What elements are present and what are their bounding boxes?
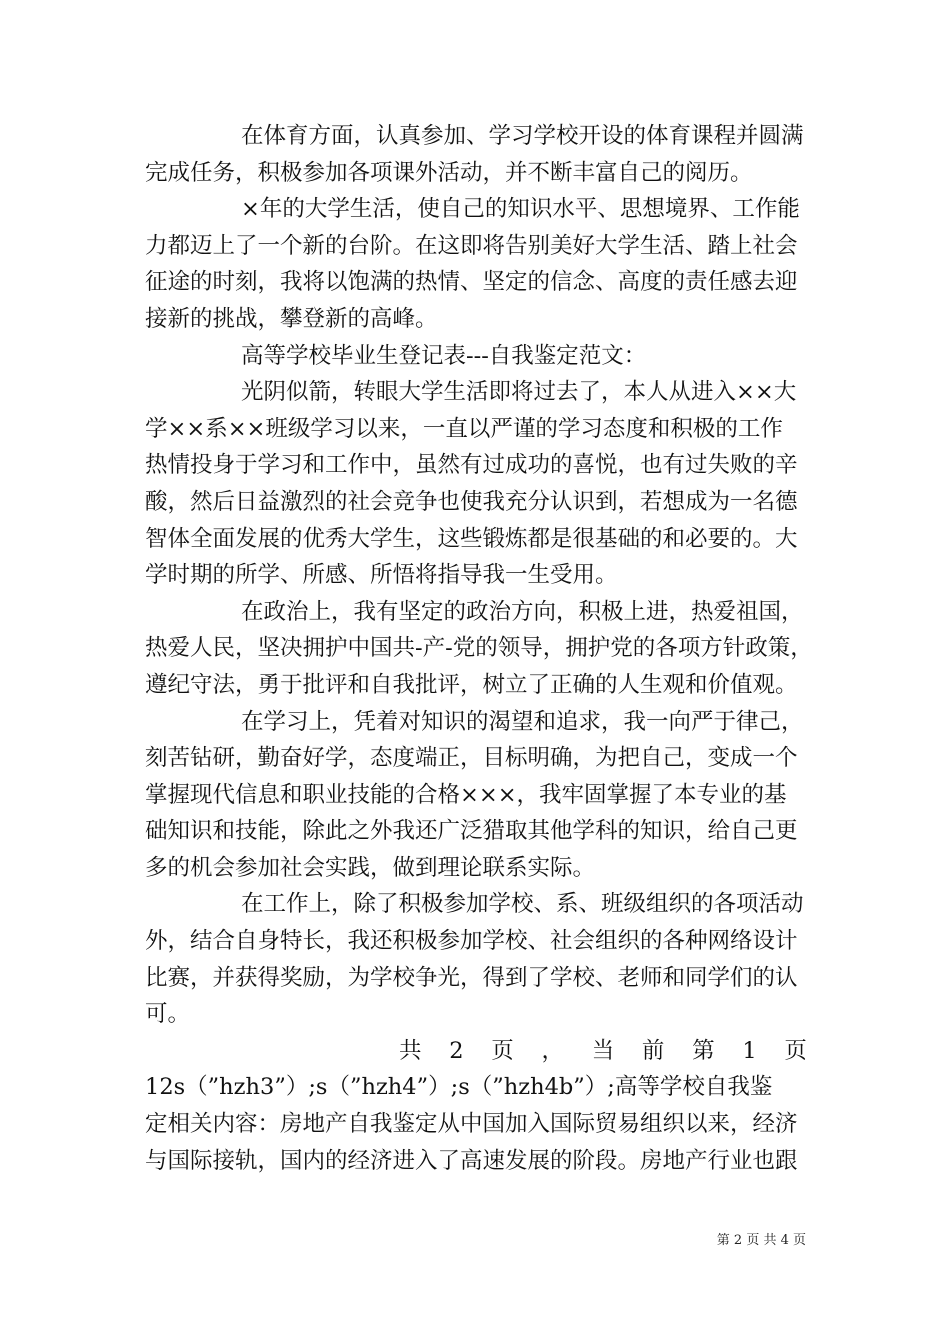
page-counter-token: 第 bbox=[692, 1037, 715, 1064]
text-line: 学××系××班级学习以来，一直以严谨的学习态度和积极的工作 bbox=[145, 415, 783, 442]
text-line: 光阴似箭，转眼大学生活即将过去了，本人从进入××大 bbox=[241, 379, 797, 406]
paragraph-intro bbox=[145, 374, 807, 594]
text-line: 础知识和技能，除此之外我还广泛猎取其他学科的知识，给自己更 bbox=[145, 818, 798, 845]
text-line: 酸，然后日益激烈的社会竞争也使我充分认识到，若想成为一名德 bbox=[145, 488, 798, 515]
page-counter-line bbox=[145, 1033, 807, 1070]
text-line: 完成任务，积极参加各项课外活动，并不断丰富自己的阅历。 bbox=[145, 159, 753, 186]
page-counter-token: 页 bbox=[784, 1037, 807, 1064]
page-counter-token: 当 bbox=[591, 1037, 615, 1064]
text-line: 与国际接轨，国内的经济进入了高速发展的阶段。房地产行业也跟 bbox=[145, 1147, 798, 1174]
page-counter-token: 2 bbox=[449, 1037, 464, 1064]
text-line: 可。 bbox=[145, 1001, 191, 1028]
section-heading: 高等学校毕业生登记表---自我鉴定范文： bbox=[241, 342, 647, 369]
paragraph-sample-title bbox=[145, 338, 807, 375]
text-line: 接新的挑战，攀登新的高峰。 bbox=[145, 305, 438, 332]
text-line: 在政治上，我有坚定的政治方向，积极上进，热爱祖国， bbox=[241, 598, 804, 625]
text-line: 12s（”hzh3”）;s（”hzh4”）;s（”hzh4b”）;高等学校自我鉴 bbox=[145, 1074, 773, 1101]
text-line: 学时期的所学、所感、所悟将指导我一生受用。 bbox=[145, 562, 618, 589]
document-body bbox=[145, 118, 813, 1179]
paragraph-study bbox=[145, 704, 807, 887]
page-footer bbox=[717, 1233, 806, 1249]
text-line: 征途的时刻，我将以饱满的热情、坚定的信念、高度的责任感去迎 bbox=[145, 269, 798, 296]
text-line: 刻苦钻研，勤奋好学，态度端正，目标明确，为把自己，变成一个 bbox=[145, 745, 798, 772]
page-counter-token: ， bbox=[541, 1037, 564, 1064]
page-counter-token: 1 bbox=[742, 1037, 757, 1064]
text-line: 在工作上，除了积极参加学校、系、班级组织的各项活动 bbox=[241, 891, 804, 918]
text-line: 遵纪守法，勇于批评和自我批评，树立了正确的人生观和价值观。 bbox=[145, 671, 798, 698]
paragraph-work bbox=[145, 886, 807, 1032]
text-line: 热爱人民，坚决拥护中国共-产-党的领导，拥护党的各项方针政策， bbox=[145, 635, 813, 662]
paragraph-sports bbox=[145, 118, 807, 191]
page-counter-token: 共 bbox=[399, 1037, 422, 1064]
text-line: 掌握现代信息和职业技能的合格×××，我牢固掌握了本专业的基 bbox=[145, 781, 787, 808]
paragraph-politics bbox=[145, 594, 813, 704]
text-line: 智体全面发展的优秀大学生，这些锻炼都是很基础的和必要的。大 bbox=[145, 525, 798, 552]
text-line: ×年的大学生活，使自己的知识水平、思想境界、工作能 bbox=[241, 196, 800, 223]
text-line: 定相关内容：房地产自我鉴定从中国加入国际贸易组织以来，经济 bbox=[145, 1111, 798, 1138]
text-line: 在学习上，凭着对知识的渴望和追求，我一向严于律己， bbox=[241, 708, 804, 735]
page-number-label: 第 2 页 共 4 页 bbox=[716, 1233, 806, 1248]
text-line: 热情投身于学习和工作中，虽然有过成功的喜悦，也有过失败的辛 bbox=[145, 452, 798, 479]
text-line: 力都迈上了一个新的台阶。在这即将告别美好大学生活、踏上社会 bbox=[145, 232, 798, 259]
page-counter-token: 页 bbox=[491, 1037, 514, 1064]
page-counter-token: 前 bbox=[641, 1037, 665, 1064]
paragraph-summary bbox=[145, 191, 807, 337]
text-line: 多的机会参加社会实践，做到理论联系实际。 bbox=[145, 854, 596, 881]
text-line: 外，结合自身特长，我还积极参加学校、社会组织的各种网络设计 bbox=[145, 928, 798, 955]
trailing-text bbox=[145, 1069, 807, 1179]
text-line: 比赛，并获得奖励，为学校争光，得到了学校、老师和同学们的认 bbox=[145, 964, 798, 991]
text-line: 在体育方面，认真参加、学习学校开设的体育课程并圆满 bbox=[241, 123, 804, 149]
